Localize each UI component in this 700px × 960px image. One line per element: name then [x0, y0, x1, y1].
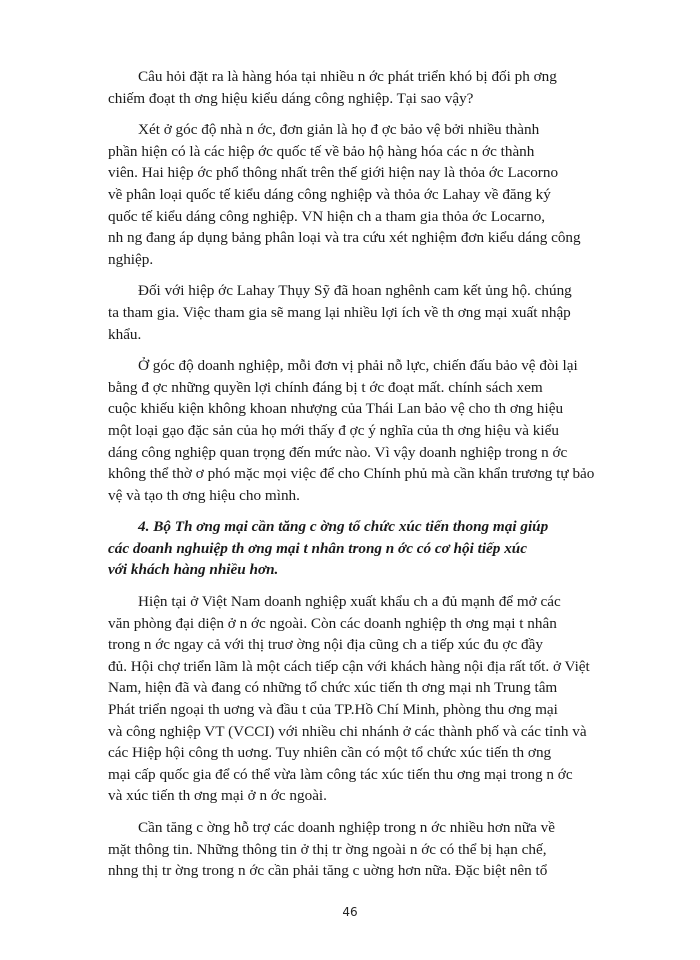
paragraph: [108, 355, 642, 506]
text-line: 4. Bộ Th ơng mại cần tăng c ờng tổ chức xúc tiến thong mại giúp: [138, 518, 549, 536]
paragraph: [108, 119, 642, 270]
text-line: bằng đ ợc những quyền lợi chính đáng bị t ớc đoạt mất. chính sách xem: [108, 378, 543, 396]
text-line: một loại gạo đặc sản của họ mới thấy đ ợc ý nghĩa của th ơng hiệu và kiểu: [108, 421, 559, 439]
text-line: khẩu.: [108, 325, 142, 343]
text-line: Hiện tại ở Việt Nam doanh nghiệp xuất khẩu ch a đủ mạnh để mở các: [138, 593, 561, 611]
text-line: các doanh nghuiệp th ơng mại t nhân trong n ớc có cơ hội tiếp xúc: [108, 539, 527, 557]
section-heading: [108, 516, 642, 581]
text-line: Cần tăng c ờng hỗ trợ các doanh nghiệp trong n ớc nhiều hơn nữa về: [138, 819, 555, 836]
text-line: Xét ở góc độ nhà n ớc, đơn giản là họ đ ợc bảo vệ bởi nhiều thành: [138, 121, 540, 139]
paragraph: [108, 66, 642, 109]
text-line: chiếm đoạt th ơng hiệu kiểu dáng công nghiệp. Tại sao vậy?: [108, 89, 474, 107]
text-line: Câu hỏi đặt ra là hàng hóa tại nhiều n ớc phát triển khó bị đối ph ơng: [138, 68, 557, 85]
text-line: không thể thờ ơ phó mặc mọi việc để cho Chính phủ mà cần khẩn trương tự bảo: [108, 465, 595, 483]
text-line: Ở góc độ doanh nghiệp, mỗi đơn vị phải nỗ lực, chiến đấu bảo vệ đòi lại: [138, 357, 578, 375]
text-line: dáng công nghiệp quan trọng đến mức nào. Vì vậy doanh nghiệp trong n ớc: [108, 443, 568, 461]
text-line: Nam, hiện đã và đang có những tổ chức xúc tiến th ơng mại nh Trung tâm: [108, 679, 558, 697]
text-line: phần hiện có là các hiệp ớc quốc tế về bảo hộ hàng hóa các n ớc thành: [108, 142, 535, 160]
paragraph: [108, 817, 642, 882]
text-line: Đối với hiệp ớc Lahay Thụy Sỹ đã hoan nghênh cam kết ủng hộ. chúng: [138, 282, 572, 300]
paragraph: [108, 280, 642, 345]
text-line: nh ng đang áp dụng bảng phân loại và tra cứu xét nghiệm đơn kiểu dáng công: [108, 229, 581, 247]
text-line: với khách hàng nhiều hơn.: [108, 561, 279, 579]
text-line: đủ. Hội chợ triển lãm là một cách tiếp cận với khách hàng nội địa rất tốt. ở Việt: [108, 657, 590, 675]
text-line: và công nghiệp VT (VCCI) với nhiều chi nhánh ở các thành phố và các tỉnh và: [108, 722, 587, 740]
text-line: về phân loại quốc tế kiểu dáng công nghiệp và thỏa ớc Lahay về đăng ký: [108, 185, 551, 203]
text-line: viên. Hai hiệp ớc phổ thông nhất trên thế giới hiện nay là thỏa ớc Lacorno: [108, 164, 559, 182]
text-line: ta tham gia. Việc tham gia sẽ mang lại nhiều lợi ích về th ơng mại xuất nhập: [108, 303, 571, 321]
text-line: và xúc tiến th ơng mại ở n ớc ngoài.: [108, 787, 327, 805]
text-line: nhng thị tr ờng trong n ớc cần phải tăng c uờng hơn nữa. Đặc biệt nên tổ: [108, 862, 548, 880]
text-line: nghiệp.: [108, 250, 154, 268]
text-line: vệ và tạo th ơng hiệu cho mình.: [108, 486, 300, 504]
page-number: 46: [342, 905, 358, 919]
text-line: văn phòng đại diện ở n ớc ngoài. Còn các doanh nghiệp th ơng mại t nhân: [108, 614, 557, 632]
text-line: cuộc khiếu kiện không khoan nhượng của Thái Lan bảo vệ cho th ơng hiệu: [108, 400, 564, 418]
text-line: mại cấp quốc gia để có thể vừa làm công tác xúc tiến thu ơng mại trong n ớc: [108, 765, 573, 783]
paragraph: [108, 591, 642, 807]
text-line: trong n ớc ngay cả với thị truơ ờng nội địa cũng ch a tiếp xúc đu ợc đầy: [108, 636, 543, 654]
text-line: các Hiệp hội công th uơng. Tuy nhiên cần có một tổ chức xúc tiến th ơng: [108, 744, 552, 762]
page-body: [108, 66, 642, 892]
text-line: quốc tế kiểu dáng công nghiệp. VN hiện ch a tham gia thỏa ớc Locarno,: [108, 207, 546, 225]
text-line: mặt thông tin. Những thông tin ở thị tr ờng ngoài n ớc có thể bị hạn chế,: [108, 840, 547, 858]
text-line: Phát triển ngoại th uơng và đầu t của TP.Hồ Chí Minh, phòng thu ơng mại: [108, 701, 558, 719]
